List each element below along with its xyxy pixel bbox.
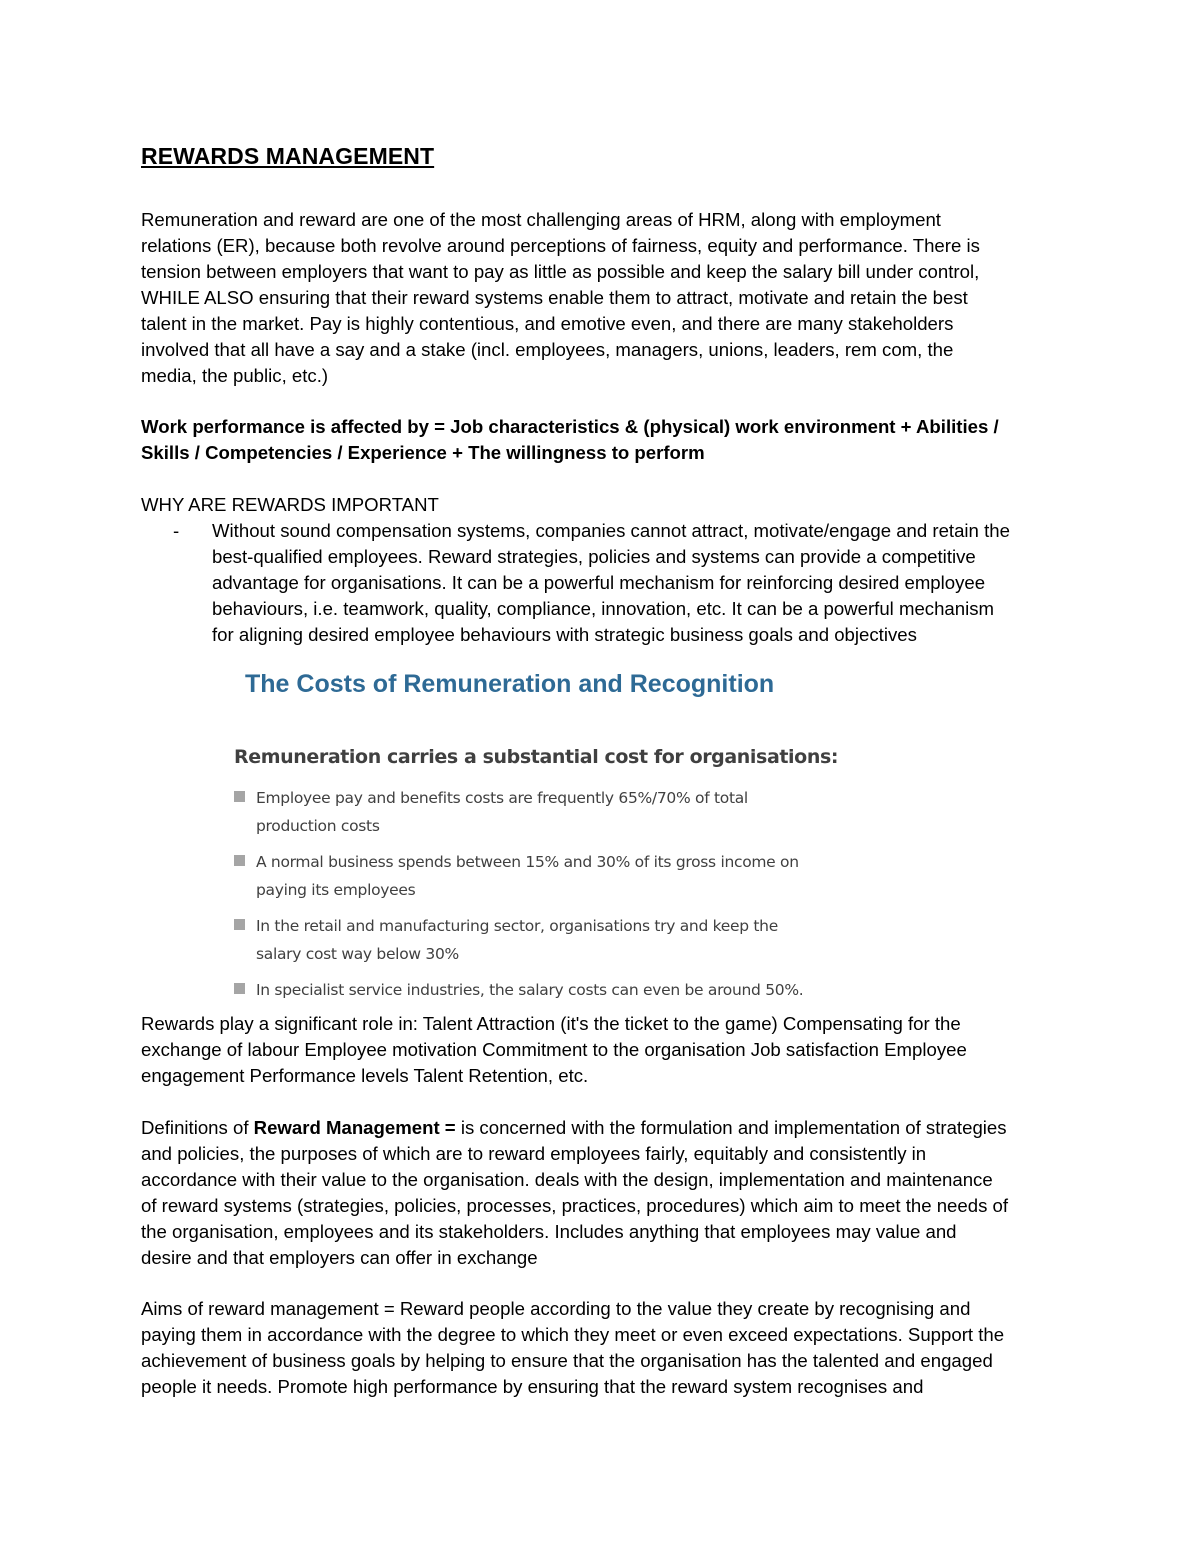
text-line: accordance with their value to the organisation. deals with the design, implementation and maintenance [141,1169,993,1190]
slide-subtitle: Remuneration carries a substantial cost for organisations: [234,746,839,768]
text-line: best-qualified employees. Reward strategies, policies and systems can provide a competitive [212,546,976,567]
text-line: paying its employees [256,881,416,899]
text-line: relations (ER), because both revolve around perceptions of fairness, equity and performance. There is [141,235,980,256]
square-bullet-icon [234,791,245,802]
text-line: Rewards play a significant role in: Talent Attraction (it's the ticket to the game) Compensating for the [141,1013,961,1034]
text-line: tension between employers that want to pay as little as possible and keep the salary bill under control, [141,261,980,282]
slide-title: The Costs of Remuneration and Recognition [245,670,775,698]
text-line: engagement Performance levels Talent Retention, etc. [141,1065,589,1086]
text-line: behaviours, i.e. teamwork, quality, compliance, innovation, etc. It can be a powerful mechanism [212,598,995,619]
text-line: talent in the market. Pay is highly contentious, and emotive even, and there are many stakeholders [141,313,954,334]
page-title: REWARDS MANAGEMENT [141,143,435,169]
text-line: the organisation, employees and its stakeholders. Includes anything that employees may value and [141,1221,957,1242]
text-line: WHILE ALSO ensuring that their reward systems enable them to attract, motivate and retain the best [141,287,968,308]
text-line: advantage for organisations. It can be a powerful mechanism for reinforcing desired employee [212,572,986,593]
text-line: Work performance is affected by = Job characteristics & (physical) work environment + Abilities / [141,416,999,437]
text-line: people it needs. Promote high performance by ensuring that the reward system recognises and [141,1376,924,1397]
definitions-lead: Definitions of [141,1117,254,1138]
text-line: Without sound compensation systems, companies cannot attract, motivate/engage and retain the [212,520,1010,541]
rewards-role-paragraph [141,1011,1061,1089]
text-line: desire and that employers can offer in exchange [141,1247,538,1268]
aims-paragraph [141,1296,1061,1400]
text-line: media, the public, etc.) [141,365,329,386]
text-line: In the retail and manufacturing sector, organisations try and keep the [256,917,778,935]
text-line: Employee pay and benefits costs are frequently 65%/70% of total [256,789,748,807]
text-line: of reward systems (strategies, policies, processes, practices, procedures) which aim to meet the needs of [141,1195,1009,1216]
square-bullet-icon [234,919,245,930]
square-bullet-icon [234,855,245,866]
text-line: production costs [256,817,380,835]
definitions-term: Reward Management = [253,1117,456,1138]
square-bullet-icon [234,983,245,994]
text-line [141,1115,1061,1141]
text-line: A normal business spends between 15% and 30% of its gross income on [256,853,799,871]
text-line: and policies, the purposes of which are to reward employees fairly, equitably and consistently in [141,1143,927,1164]
text-line: exchange of labour Employee motivation Commitment to the organisation Job satisfaction Employee [141,1039,967,1060]
definitions-rest: is concerned with the formulation and implementation of strategies [455,1117,1007,1138]
work-performance-paragraph [141,414,1061,466]
text-line: paying them in accordance with the degree to which they meet or even exceed expectations. Support the [141,1324,1005,1345]
text-line: In specialist service industries, the salary costs can even be around 50%. [256,981,804,999]
text-line: achievement of business goals by helping to ensure that the organisation has the talented and engaged [141,1350,993,1371]
text-line: involved that all have a say and a stake (incl. employees, managers, unions, leaders, rem com, the [141,339,954,360]
text-line: Skills / Competencies / Experience + The willingness to perform [141,442,705,463]
text-line: Aims of reward management = Reward people according to the value they create by recognising and [141,1298,971,1319]
bullet-dash: - [173,520,180,541]
embedded-slide-image [220,660,860,1010]
text-line: for aligning desired employee behaviours with strategic business goals and objectives [212,624,917,645]
text-line: salary cost way below 30% [256,945,459,963]
intro-paragraph [141,207,1061,389]
text-line: Remuneration and reward are one of the most challenging areas of HRM, along with employment [141,209,941,230]
why-heading: WHY ARE REWARDS IMPORTANT [141,494,439,515]
bullet-text [212,518,1061,648]
definitions-paragraph [141,1115,1061,1271]
